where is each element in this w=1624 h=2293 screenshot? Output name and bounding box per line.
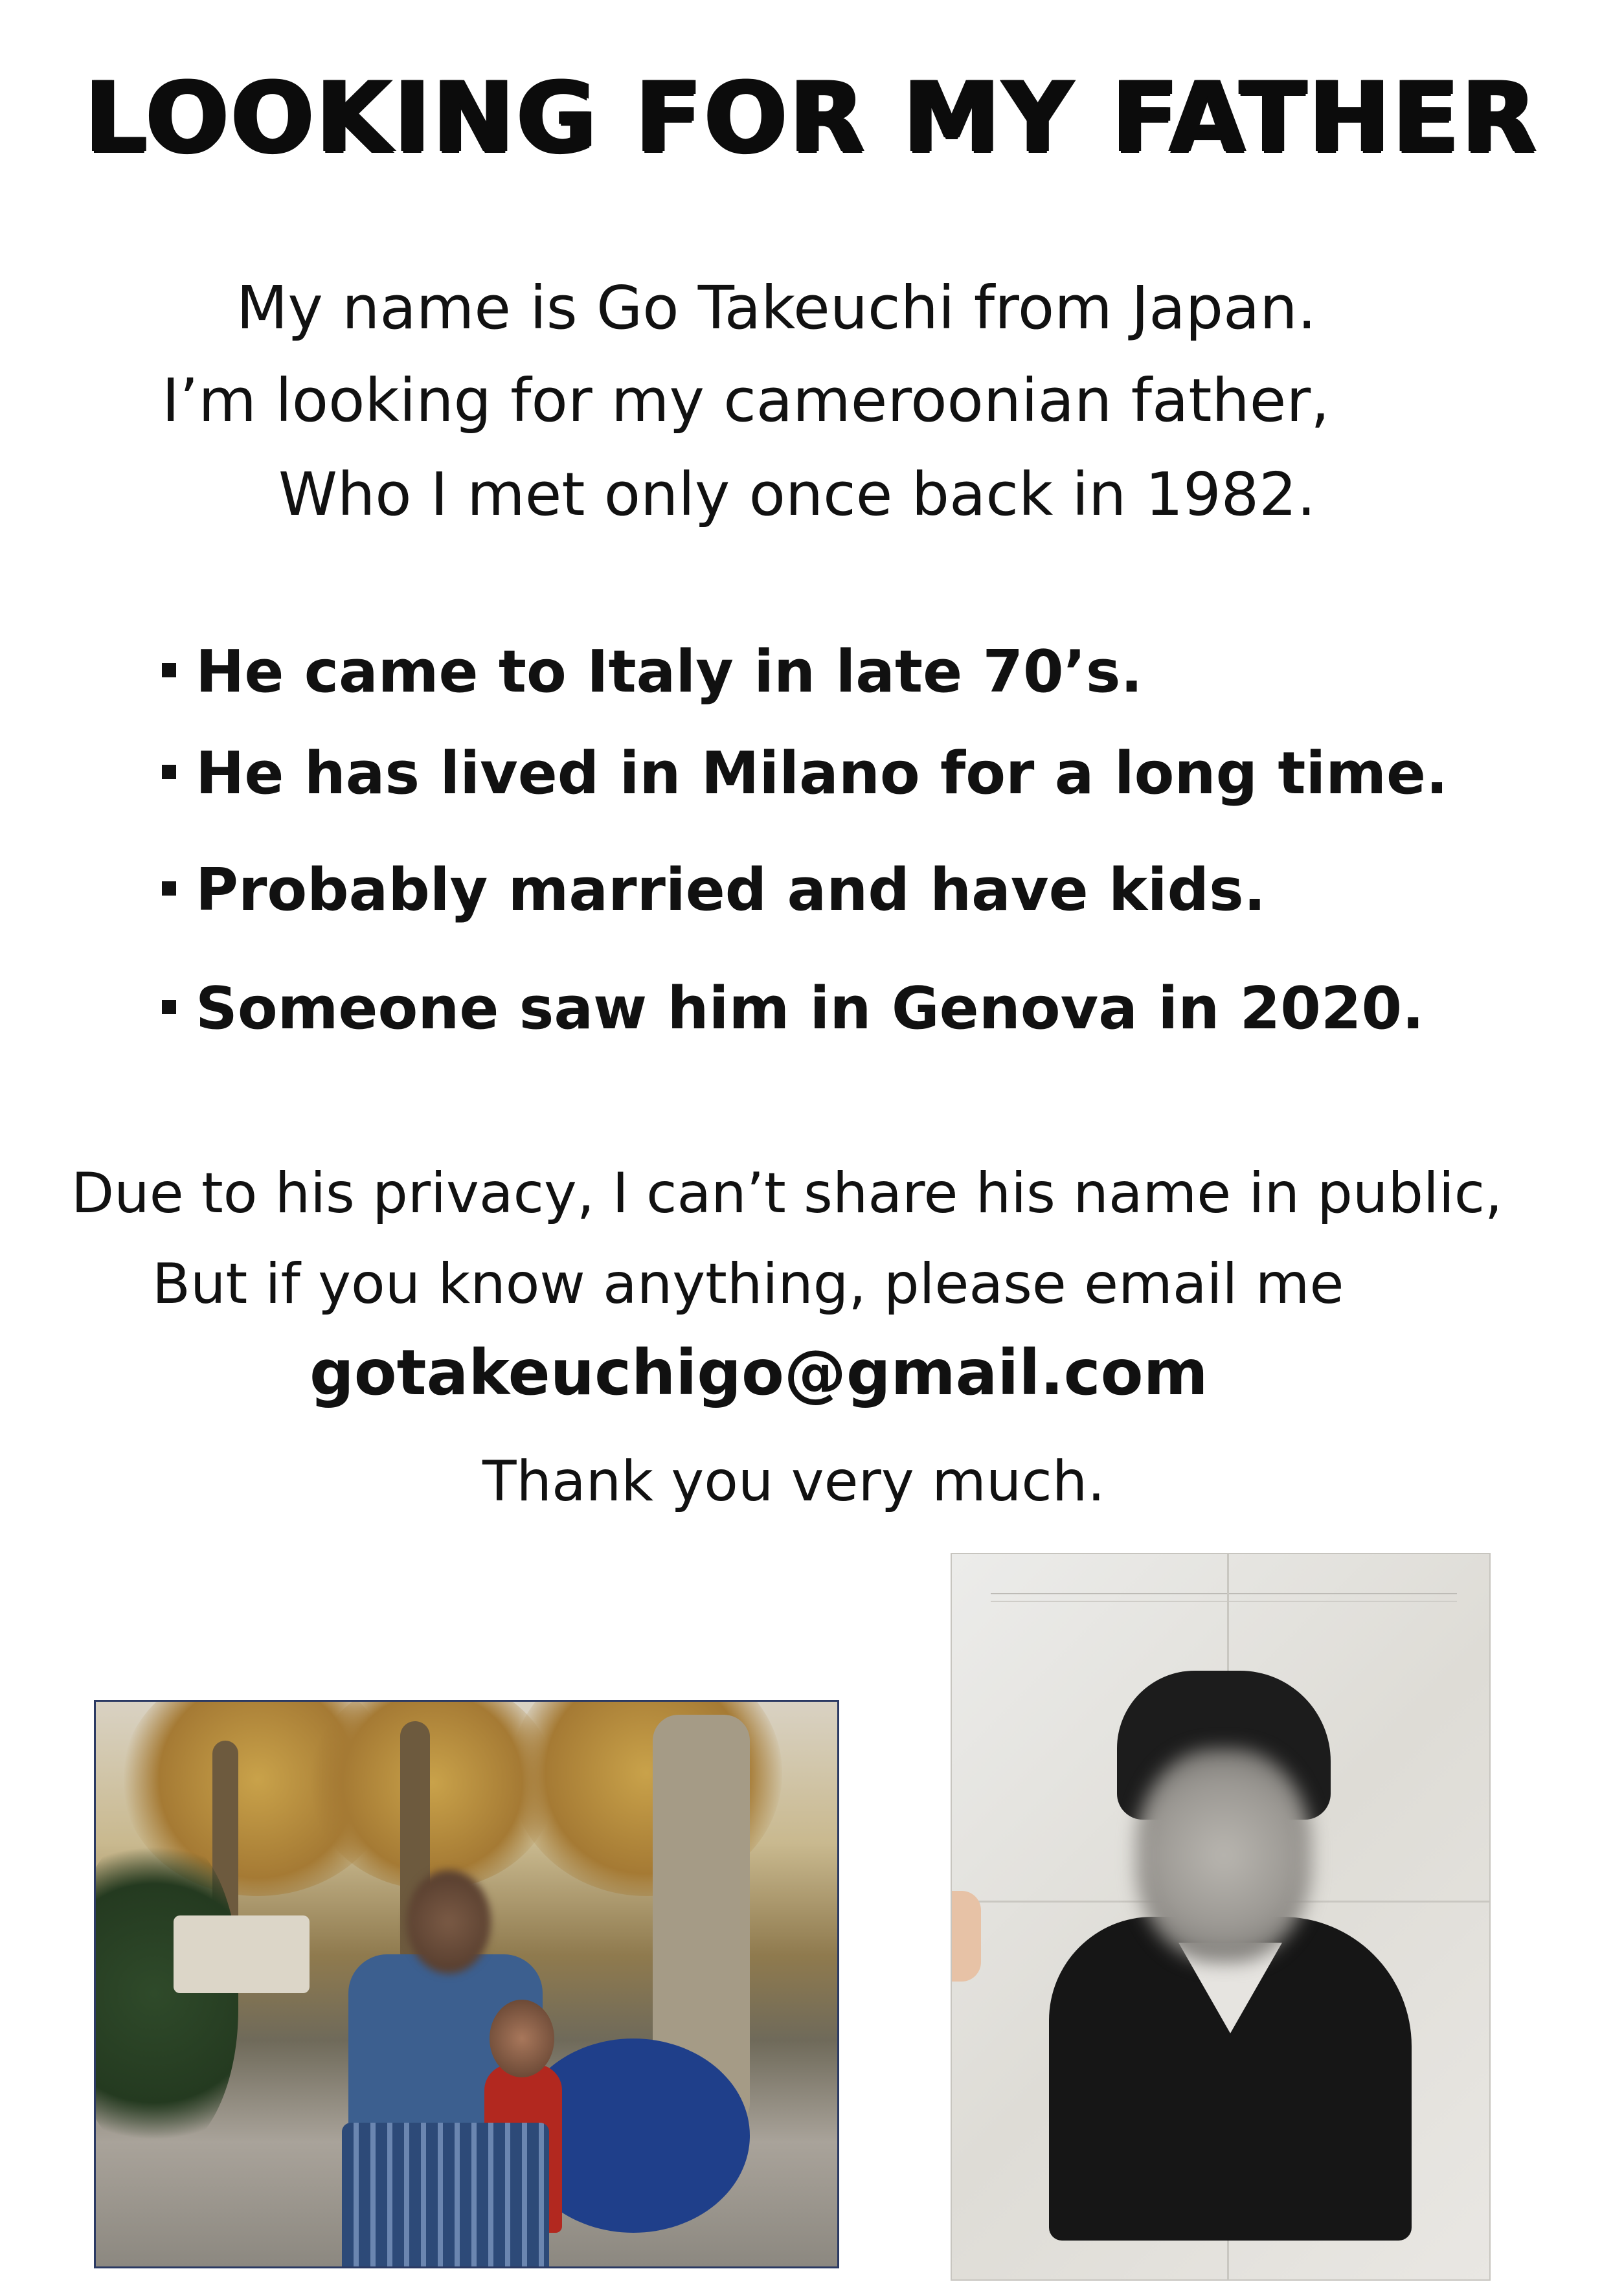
thanks-text: Thank you very much. bbox=[482, 1449, 1105, 1514]
fact-item-1 bbox=[162, 638, 1143, 706]
park-photo bbox=[96, 1702, 837, 2266]
fact-item-2 bbox=[162, 740, 1449, 808]
portrait-printout-photo bbox=[952, 1554, 1489, 2279]
fact-text: Probably married and have kids. bbox=[196, 856, 1266, 924]
fact-text: He came to Italy in late 70’s. bbox=[196, 638, 1143, 706]
bullet-icon bbox=[162, 881, 176, 896]
fact-item-4 bbox=[162, 975, 1425, 1043]
intro-line-1: My name is Go Takeuchi from Japan. bbox=[236, 273, 1316, 343]
fact-text: He has lived in Milano for a long time. bbox=[196, 740, 1449, 808]
intro-line-3: Who I met only once back in 1982. bbox=[278, 460, 1316, 529]
bullet-icon bbox=[162, 663, 176, 677]
fact-item-3 bbox=[162, 856, 1266, 924]
contact-email[interactable]: gotakeuchigo@gmail.com bbox=[310, 1337, 1208, 1409]
fact-text: Someone saw him in Genova in 2020. bbox=[196, 975, 1425, 1043]
email-request: But if you know anything, please email me bbox=[152, 1252, 1344, 1316]
page-title: LOOKING FOR MY FATHER bbox=[85, 62, 1539, 174]
intro-line-2: I’m looking for my cameroonian father, bbox=[162, 366, 1330, 435]
privacy-note: Due to his privacy, I can’t share his name in public, bbox=[71, 1161, 1503, 1226]
bullet-icon bbox=[162, 1000, 176, 1014]
bullet-icon bbox=[162, 765, 176, 779]
